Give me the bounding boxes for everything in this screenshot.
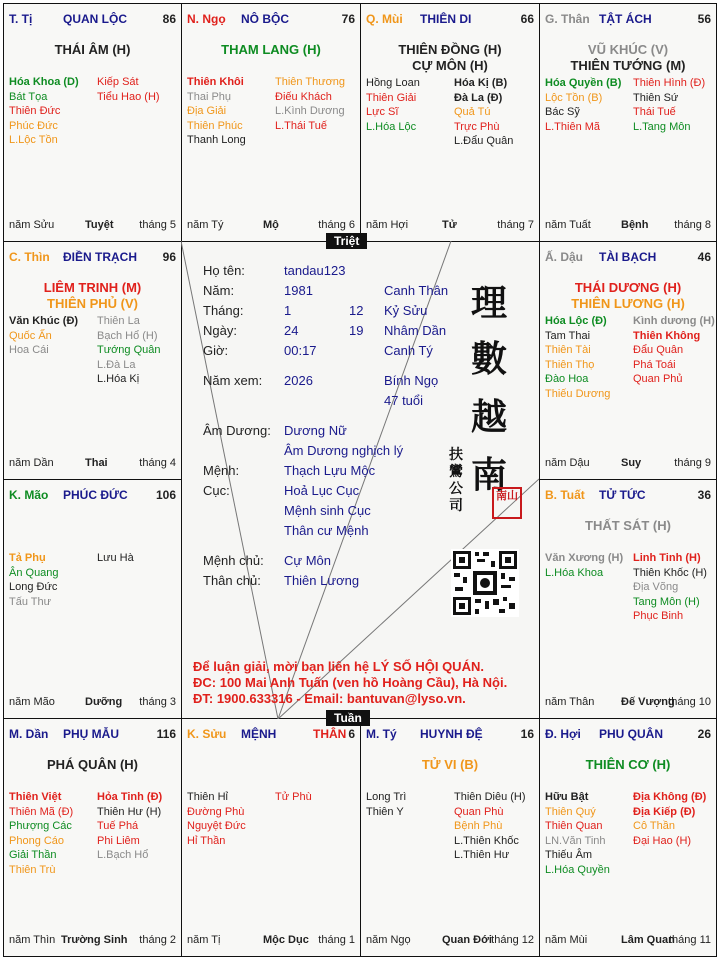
palace-number: 106 <box>155 488 176 502</box>
palace-branch: Q. Mùi <box>366 12 403 26</box>
palace-hoi <box>539 718 717 957</box>
day-can: Nhâm Dần <box>384 323 447 338</box>
minor-stars-left <box>366 790 406 819</box>
minor-star: Quả Tú <box>454 106 491 118</box>
minor-star: Phi Liêm <box>97 834 140 847</box>
footer-year: năm Tuất <box>545 219 591 231</box>
footer-stage: Mộ <box>263 219 279 231</box>
minor-stars-left <box>187 75 246 148</box>
minor-star: Tướng Quân <box>97 344 161 356</box>
minor-star: Tấu Thư <box>9 595 52 608</box>
footer-month: tháng 10 <box>668 696 711 708</box>
minor-star: Tiểu Hao (H) <box>97 90 160 103</box>
palace-footer <box>366 219 534 233</box>
minor-star: Thiên Khôi <box>187 76 244 88</box>
palace-name: TÀI BẠCH <box>599 250 657 264</box>
footer-stage: Dưỡng <box>85 696 123 708</box>
palace-footer <box>9 219 176 233</box>
minor-star: L.Hóa Lộc <box>366 120 417 133</box>
minor-star: Linh Tinh (H) <box>633 552 701 564</box>
minor-star: Phá Toái <box>633 358 676 371</box>
footer-year: năm Ngọ <box>366 934 411 946</box>
cuc-value: Hoả Lục Cục <box>284 483 360 498</box>
minor-stars-left <box>545 76 621 134</box>
palace-ngo <box>181 3 361 242</box>
minor-star: Thiên Giải <box>366 91 417 104</box>
cjk-char-4: 南 <box>471 454 508 496</box>
tuan-tag: Tuần <box>326 710 370 726</box>
footer-month: tháng 11 <box>668 934 711 946</box>
minor-star: Kiếp Sát <box>97 76 139 88</box>
minor-star: Hỉ Thần <box>187 834 226 847</box>
minor-star: L.Đà La <box>97 358 136 371</box>
palace-header <box>187 727 355 741</box>
minor-star: L.Tang Môn <box>633 120 691 133</box>
minor-star: Quốc Ấn <box>9 329 52 342</box>
year-label: Năm: <box>203 283 235 298</box>
cjk-char-3: 越 <box>471 396 508 438</box>
minor-star: Phục Binh <box>633 610 684 622</box>
amduong-note: Âm Dương nghịch lý <box>284 443 404 458</box>
month-value: 1 <box>284 303 292 318</box>
than-cu: Thân cư Mệnh <box>284 523 369 538</box>
palace-number: 66 <box>520 12 534 26</box>
footer-month: tháng 7 <box>497 219 534 231</box>
minor-star: Thiên Đức <box>9 105 61 117</box>
minor-star: Quan Phủ <box>633 373 683 385</box>
minor-stars-left <box>9 790 73 877</box>
palace-branch: G. Thân <box>545 12 590 26</box>
palace-footer <box>545 457 711 471</box>
cuc-label: Cục: <box>203 483 230 498</box>
minor-star: Thanh Long <box>187 134 246 146</box>
minor-stars-left <box>187 790 246 848</box>
minor-star: Lưu Hà <box>97 552 134 564</box>
major-star: LIÊM TRINH (M) <box>43 280 142 295</box>
palace-header <box>366 12 534 26</box>
minor-star: Thiên Khốc (H) <box>633 566 707 579</box>
thanchu-value: Thiên Lương <box>284 573 360 588</box>
minor-stars-right <box>633 551 707 624</box>
day-value: 24 <box>284 323 299 338</box>
minor-star: Điếu Khách <box>275 90 332 103</box>
minor-stars-right <box>275 75 345 133</box>
major-star: PHÁ QUÂN (H) <box>47 757 138 772</box>
minor-stars-left <box>366 76 420 134</box>
palace-branch: B. Tuất <box>545 488 585 502</box>
footer-month: tháng 6 <box>318 219 355 231</box>
minor-stars-left <box>545 790 610 877</box>
footer-month: tháng 8 <box>674 219 711 231</box>
footer-year: năm Dậu <box>545 457 590 469</box>
footer-month: tháng 2 <box>139 934 176 946</box>
palace-branch: K. Sửu <box>187 727 227 741</box>
palace-name: PHU QUÂN <box>599 727 664 741</box>
minor-star: L.Thiên Hư <box>454 849 510 861</box>
minor-stars-right <box>454 76 513 149</box>
major-star: THIÊN CƠ (H) <box>585 757 671 772</box>
palace-footer <box>9 457 176 471</box>
menhchu-value: Cự Môn <box>284 553 331 568</box>
age: 47 tuổi <box>384 393 424 408</box>
month-label: Tháng: <box>203 303 244 318</box>
minor-star: Bệnh Phù <box>454 820 503 832</box>
footer-month: tháng 5 <box>139 219 176 231</box>
minor-star: Bác Sỹ <box>545 106 580 118</box>
major-star: TỬ VI (B) <box>421 757 479 772</box>
minor-star: L.Kình Dương <box>275 105 345 117</box>
palace-tuat <box>539 479 717 719</box>
footer-month: tháng 12 <box>491 934 534 946</box>
minor-star: Thiên Sứ <box>633 91 679 104</box>
major-star: THIÊN ĐỒNG (H) <box>398 42 502 57</box>
palace-footer <box>366 934 534 948</box>
minor-star: Địa Kiếp (Đ) <box>633 805 696 818</box>
minor-star: L.Thiên Mã <box>545 120 601 133</box>
month-can: Kỷ Sửu <box>384 303 428 318</box>
minor-star: L.Hóa Quyền <box>545 863 610 876</box>
minor-stars-left <box>9 551 59 609</box>
minor-star: Tuế Phá <box>97 820 139 832</box>
minor-star: Thái Tuế <box>633 106 676 118</box>
minor-star: Lộc Tồn (B) <box>545 91 603 104</box>
footer-stage: Tử <box>442 219 457 231</box>
hour-label: Giờ: <box>203 343 229 358</box>
minor-star: Hóa Khoa (D) <box>9 76 79 88</box>
minor-star: Thiên Hỉ <box>187 791 228 803</box>
palace-header <box>545 488 711 502</box>
palace-header <box>9 250 176 264</box>
minor-star: L.Đẩu Quân <box>454 135 514 147</box>
footer-year: năm Sửu <box>9 219 55 231</box>
minor-stars-right <box>97 314 161 387</box>
palace-branch: K. Mão <box>9 488 49 502</box>
minor-star: Lực Sĩ <box>366 106 399 118</box>
major-star: THÁI ÂM (H) <box>54 42 131 57</box>
minor-stars-left <box>545 551 623 580</box>
major-star: THÁI DƯƠNG (H) <box>574 280 682 295</box>
minor-star: Kình dương (H) <box>633 315 715 327</box>
palace-name: HUYNH ĐỆ <box>420 727 483 741</box>
footer-stage: Bệnh <box>621 219 649 231</box>
palace-number: 26 <box>697 727 711 741</box>
month-value-lunar: 12 <box>349 303 364 318</box>
palace-name: PHÚC ĐỨC <box>63 488 128 502</box>
palace-number: 46 <box>697 250 711 264</box>
palace-mao <box>3 479 182 719</box>
major-star: CỰ MÔN (H) <box>412 58 488 73</box>
minor-star: Hóa Kị (B) <box>454 77 508 89</box>
minor-star: Thiên La <box>97 315 140 327</box>
cjk-char-1: 理 <box>471 282 508 324</box>
minor-star: L.Hóa Kị <box>97 373 140 385</box>
minor-star: Trực Phù <box>454 120 500 133</box>
palace-branch: N. Ngọ <box>187 12 226 26</box>
red-seal: 南山 <box>492 487 522 519</box>
palace-number: 76 <box>341 12 355 26</box>
footer-year: năm Hợi <box>366 219 409 231</box>
palace-number: 6 <box>348 727 355 741</box>
minor-star: Thiên Quan <box>545 820 603 832</box>
palace-header <box>545 12 711 26</box>
minor-star: Thiên Trù <box>9 863 56 876</box>
name-label: Họ tên: <box>203 263 245 278</box>
palace-suu <box>181 718 361 957</box>
contact-line-2: ĐC: 100 Mai Anh Tuấn (ven hồ Hoàng Cầu), Hà Nội. <box>193 675 508 690</box>
minor-star: Địa Không (Đ) <box>633 791 707 803</box>
palace-number: 36 <box>697 488 711 502</box>
minor-star: Thiên Mã (Đ) <box>9 805 74 818</box>
minor-stars-right <box>633 790 706 848</box>
minor-star: L.Bạch Hổ <box>97 849 149 861</box>
palace-name: ĐIỀN TRẠCH <box>63 250 137 264</box>
thanchu-label: Thân chủ: <box>203 573 261 588</box>
minor-stars-right <box>275 790 312 805</box>
minor-star: Địa Võng <box>633 581 679 593</box>
major-star: THẤT SÁT (H) <box>585 518 671 533</box>
major-star: THIÊN LƯƠNG (H) <box>571 296 685 311</box>
cjk-char-2: 數 <box>471 338 508 380</box>
palace-number: 86 <box>162 12 176 26</box>
minor-star: Phúc Đức <box>9 119 58 132</box>
palace-footer <box>9 934 176 948</box>
palace-name: MỆNH <box>241 727 277 741</box>
minor-star: Hoa Cái <box>9 344 49 356</box>
name-value: tandau123 <box>284 263 346 278</box>
palace-header <box>545 727 711 741</box>
minor-star: L.Thái Tuế <box>275 119 327 132</box>
view-year-value: 2026 <box>284 373 313 388</box>
minor-star: Hóa Lộc (Đ) <box>545 315 607 327</box>
minor-star: Hữu Bật <box>545 791 589 803</box>
minor-star: Địa Giải <box>187 105 227 117</box>
footer-stage: Suy <box>621 457 642 469</box>
menh-value: Thạch Lựu Mộc <box>284 463 376 478</box>
palace-name: PHỤ MẪU <box>63 727 119 741</box>
palace-branch: Ấ. Dậu <box>545 250 584 264</box>
minor-stars-left <box>545 314 610 401</box>
day-value-lunar: 19 <box>349 323 364 338</box>
major-star: VŨ KHÚC (V) <box>587 42 669 57</box>
footer-stage: Quan Đới <box>442 934 492 946</box>
palace-dau <box>539 241 717 480</box>
palace-branch: T. Tị <box>9 12 33 26</box>
minor-star: Hóa Quyền (B) <box>545 77 622 89</box>
minor-star: Thai Phụ <box>187 90 232 103</box>
footer-stage: Tuyệt <box>85 219 114 231</box>
minor-star: Quan Phù <box>454 805 504 818</box>
palace-header <box>9 727 176 741</box>
palace-number: 116 <box>156 727 176 741</box>
amduong-label: Âm Dương: <box>203 423 271 438</box>
minor-star: Long Đức <box>9 581 58 593</box>
major-star: THIÊN TƯỚNG (M) <box>570 58 686 73</box>
palace-name: TẬT ÁCH <box>599 12 652 26</box>
minor-star: Long Trì <box>366 791 407 803</box>
minor-stars-left <box>9 75 79 148</box>
footer-month: tháng 3 <box>139 696 176 708</box>
footer-year: năm Thìn <box>9 934 56 946</box>
minor-star: Thiên Không <box>633 329 701 342</box>
minor-star: Cô Thần <box>633 820 675 832</box>
minor-star: Giải Thần <box>9 849 57 861</box>
major-star: THAM LANG (H) <box>221 42 321 57</box>
view-year-can: Bính Ngọ <box>384 373 439 388</box>
minor-star: Thiên Việt <box>9 791 62 803</box>
footer-stage: Trường Sinh <box>61 934 128 946</box>
minor-stars-right <box>97 790 162 863</box>
year-can: Canh Thân <box>384 283 449 298</box>
minor-star: L.Thiên Khốc <box>454 834 519 847</box>
minor-star: Thiên Thọ <box>545 358 595 371</box>
minor-star: Thiên Diêu (H) <box>454 791 526 803</box>
palace-name: QUAN LỘC <box>63 12 127 26</box>
palace-body-name: THÂN <box>313 727 347 741</box>
minor-stars-right <box>97 75 160 104</box>
footer-year: năm Thân <box>545 696 595 708</box>
minor-star: Bát Tọa <box>9 90 48 103</box>
palace-footer <box>545 696 711 710</box>
palace-dan <box>3 718 182 957</box>
minor-star: Thiên Tài <box>545 344 591 356</box>
footer-month: tháng 1 <box>318 934 355 946</box>
footer-year: năm Tý <box>187 219 224 231</box>
minor-star: Thiếu Dương <box>545 387 611 400</box>
minor-star: L.Hóa Khoa <box>545 566 604 579</box>
palace-header <box>9 12 176 26</box>
footer-stage: Thai <box>85 457 108 469</box>
palace-number: 96 <box>162 250 176 264</box>
minor-star: Đại Hao (H) <box>633 834 692 847</box>
minor-star: Tang Môn (H) <box>633 595 700 608</box>
footer-year: năm Mão <box>9 696 55 708</box>
minor-star: Nguyệt Đức <box>187 820 246 832</box>
hour-can: Canh Tý <box>384 343 433 358</box>
palace-thin <box>3 241 182 480</box>
day-label: Ngày: <box>203 323 237 338</box>
palace-branch: M. Dần <box>9 727 49 741</box>
minor-stars-right <box>454 790 526 863</box>
hour-value: 00:17 <box>284 343 317 358</box>
cjk-small-text: 扶鸞公司 <box>449 447 463 514</box>
minor-star: LN.Văn Tinh <box>545 834 606 847</box>
footer-year: năm Dần <box>9 457 54 469</box>
minor-star: Đào Hoa <box>545 373 589 385</box>
minor-star: Thiên Phúc <box>187 119 243 132</box>
palace-ty <box>360 718 540 957</box>
palace-footer <box>545 219 711 233</box>
minor-star: Tam Thai <box>545 329 591 342</box>
palace-name: THIÊN DI <box>420 12 472 26</box>
palace-footer <box>187 934 355 948</box>
footer-stage: Mộc Dục <box>263 934 309 946</box>
minor-star: Hồng Loan <box>366 77 420 89</box>
minor-star: Hỏa Tinh (Đ) <box>97 791 163 803</box>
view-year-label: Năm xem: <box>203 373 263 388</box>
minor-star: Đẩu Quân <box>633 344 684 356</box>
palace-than <box>539 3 717 242</box>
minor-star: Thiên Quý <box>545 805 596 818</box>
palace-footer <box>187 219 355 233</box>
year-value: 1981 <box>284 283 313 298</box>
minor-stars-left <box>9 314 78 358</box>
palace-name: NÔ BỘC <box>241 12 289 26</box>
qr-code-icon <box>451 549 519 617</box>
minor-star: Ân Quang <box>9 566 59 579</box>
palace-mui <box>360 3 540 242</box>
footer-stage: Đế Vượng <box>621 696 675 708</box>
palace-header <box>366 727 534 741</box>
minor-star: Thiếu Âm <box>545 849 593 861</box>
minor-star: Văn Xương (H) <box>545 552 624 564</box>
amduong-value: Dương Nữ <box>284 423 347 438</box>
minor-stars-right <box>633 76 705 134</box>
minor-stars-right <box>97 551 134 566</box>
cuc-relation: Mệnh sinh Cục <box>284 503 371 518</box>
palace-number: 16 <box>520 727 534 741</box>
triet-tag: Triệt <box>326 233 367 249</box>
footer-year: năm Mùi <box>545 934 588 946</box>
minor-star: Đà La (Đ) <box>454 91 503 104</box>
contact-line-1: Để luận giải, mời bạn liên hệ LÝ SỐ HỘI QUÁN. <box>193 659 484 674</box>
palace-number: 56 <box>697 12 711 26</box>
minor-star: Tử Phù <box>275 791 312 803</box>
minor-star: Thiên Thương <box>275 76 346 88</box>
menh-label: Mệnh: <box>203 463 240 478</box>
menhchu-label: Mệnh chủ: <box>203 553 264 568</box>
footer-stage: Lâm Quan <box>621 934 675 946</box>
minor-star: Thiên Hư (H) <box>97 805 162 818</box>
palace-branch: M. Tý <box>366 727 397 741</box>
palace-header <box>187 12 355 26</box>
minor-star: Đường Phù <box>187 805 245 818</box>
minor-star: L.Lộc Tồn <box>9 134 58 146</box>
footer-year: năm Tị <box>187 934 221 946</box>
palace-branch: Đ. Hợi <box>545 727 581 741</box>
minor-stars-right <box>633 314 715 387</box>
minor-star: Thiên Y <box>366 805 404 818</box>
palace-ti <box>3 3 182 242</box>
center-panel <box>181 241 539 719</box>
minor-star: Thiên Hình (Đ) <box>633 77 706 89</box>
minor-star: Văn Khúc (Đ) <box>9 315 79 327</box>
minor-star: Tả Phụ <box>9 552 46 564</box>
footer-month: tháng 9 <box>674 457 711 469</box>
major-star: THIÊN PHỦ (V) <box>47 296 138 311</box>
footer-month: tháng 4 <box>139 457 176 469</box>
minor-star: Bạch Hổ (H) <box>97 329 158 342</box>
palace-header <box>545 250 711 264</box>
palace-footer <box>9 696 176 710</box>
palace-branch: C. Thìn <box>9 250 50 264</box>
palace-header <box>9 488 176 502</box>
palace-name: TỬ TỨC <box>599 488 646 502</box>
palace-footer <box>545 934 711 948</box>
minor-star: Phong Cáo <box>9 834 65 847</box>
contact-line-3: ĐT: 1900.633316 - Email: bantuvan@lyso.vn. <box>193 691 466 706</box>
minor-star: Phượng Các <box>9 820 72 832</box>
